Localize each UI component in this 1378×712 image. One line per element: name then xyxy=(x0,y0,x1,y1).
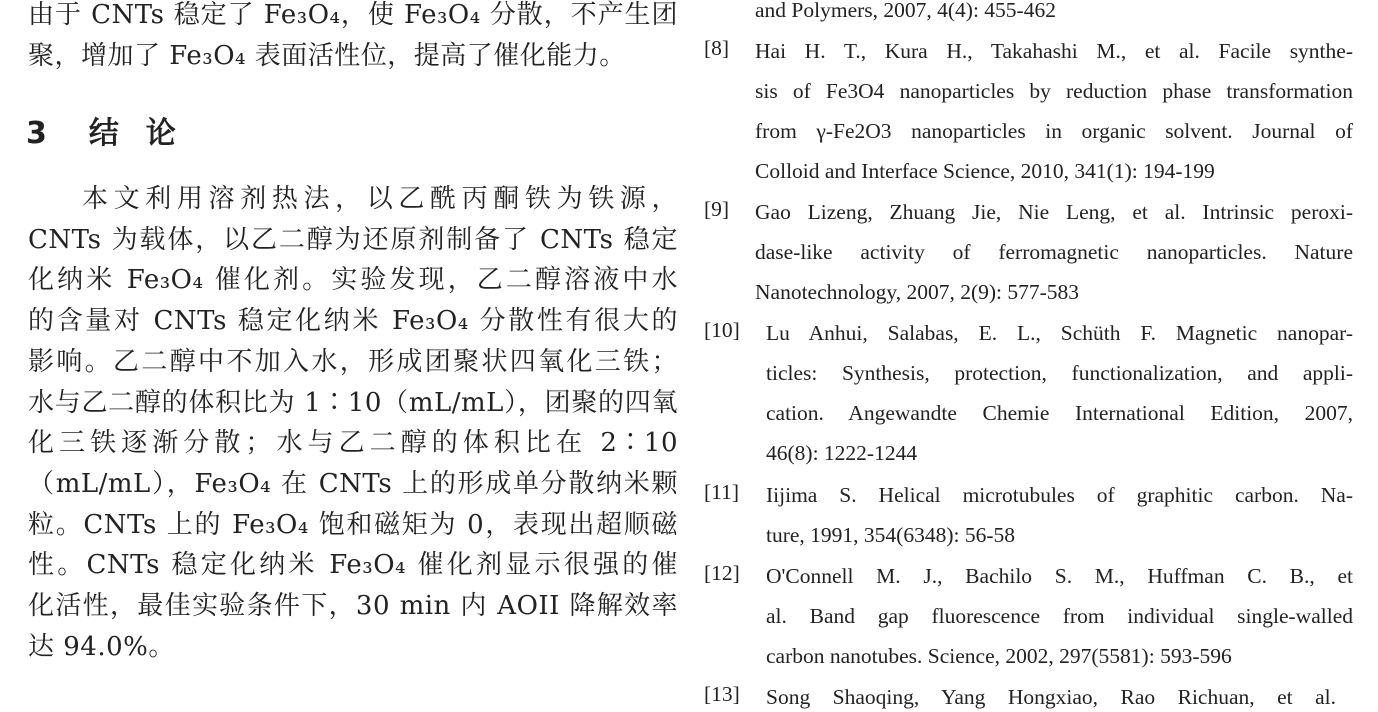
reference-line: ture, 1991, 354(6348): 56-58 xyxy=(766,523,1016,547)
text-line: （mL/mL），Fe₃O₄ 在 CNTs 上的形成单分散纳米颗 xyxy=(28,468,678,499)
text-line: 由于 CNTs 稳定了 Fe₃O₄，使 Fe₃O₄ 分散，不产生团 xyxy=(28,0,678,30)
reference-number: [10] xyxy=(704,318,740,342)
reference-line: Song Shaoqing, Yang Hongxiao, Rao Richuan, et al. xyxy=(766,685,1336,709)
reference-line: al. Band gap fluorescence from individual single-walled xyxy=(766,604,1353,628)
reference-number: [9] xyxy=(704,197,730,221)
reference-line: Colloid and Interface Science, 2010, 341(1): 194-199 xyxy=(755,159,1215,183)
text-line: 的含量对 CNTs 稳定化纳米 Fe₃O₄ 分散性有很大的 xyxy=(28,306,678,337)
reference-line: Hai H. T., Kura H., Takahashi M., et al. Facile synthe- xyxy=(755,39,1353,63)
reference-continuation: and Polymers, 2007, 4(4): 455-462 xyxy=(755,0,1056,22)
text-line: 本文利用溶剂热法，以乙酰丙酮铁为铁源， xyxy=(82,184,678,214)
text-line: 聚，增加了 Fe₃O₄ 表面活性位，提高了催化能力。 xyxy=(28,40,626,71)
section-number: 3 xyxy=(26,116,49,151)
reference-line: Gao Lizeng, Zhuang Jie, Nie Leng, et al. Intrinsic peroxi- xyxy=(755,200,1353,224)
reference-line: Lu Anhui, Salabas, E. L., Schüth F. Magnetic nanopar- xyxy=(766,321,1353,345)
text-line: 影响。乙二醇中不加入水，形成团聚状四氧化三铁； xyxy=(28,346,678,377)
reference-line: O'Connell M. J., Bachilo S. M., Huffman C. B., et xyxy=(766,564,1353,588)
reference-line: carbon nanotubes. Science, 2002, 297(5581): 593-596 xyxy=(766,644,1232,668)
section-title: 结 论 xyxy=(88,116,178,151)
reference-line: Iijima S. Helical microtubules of graphitic carbon. Na- xyxy=(766,483,1353,507)
reference-number: [13] xyxy=(704,682,740,706)
reference-line: sis of Fe3O4 nanoparticles by reduction phase transformation xyxy=(755,79,1353,103)
text-line: 化三铁逐渐分散；水与乙二醇的体积比在 2∶10 xyxy=(28,428,678,459)
text-line: 化活性，最佳实验条件下，30 min 内 AOII 降解效率 xyxy=(28,591,678,622)
reference-number: [8] xyxy=(704,36,730,60)
text-line: 化纳米 Fe₃O₄ 催化剂。实验发现，乙二醇溶液中水 xyxy=(28,265,678,296)
intro-paragraph xyxy=(28,0,678,76)
reference-line: from γ-Fe2O3 nanoparticles in organic solvent. Journal of xyxy=(755,119,1353,143)
reference-number: [12] xyxy=(704,561,740,585)
conclusion-paragraph xyxy=(28,179,678,667)
text-line: CNTs 为载体，以乙二醇为还原剂制备了 CNTs 稳定 xyxy=(28,224,678,255)
reference-line: dase-like activity of ferromagnetic nanoparticles. Nature xyxy=(755,240,1353,264)
reference-line: cation. Angewandte Chemie International Edition, 2007, xyxy=(766,401,1353,425)
text-line: 水与乙二醇的体积比为 1∶10（mL/mL），团聚的四氧 xyxy=(28,387,678,418)
reference-line: 46(8): 1222-1244 xyxy=(766,441,918,465)
section-heading xyxy=(26,108,178,152)
reference-line: Nanotechnology, 2007, 2(9): 577-583 xyxy=(755,280,1080,304)
text-line: 粒。CNTs 上的 Fe₃O₄ 饱和磁矩为 0，表现出超顺磁 xyxy=(28,509,678,540)
reference-number: [11] xyxy=(704,480,740,504)
text-line: 性。CNTs 稳定化纳米 Fe₃O₄ 催化剂显示很强的催 xyxy=(28,550,678,581)
reference-line: ticles: Synthesis, protection, functionalization, and appli- xyxy=(766,361,1353,385)
text-line: 达 94.0%。 xyxy=(28,631,175,662)
